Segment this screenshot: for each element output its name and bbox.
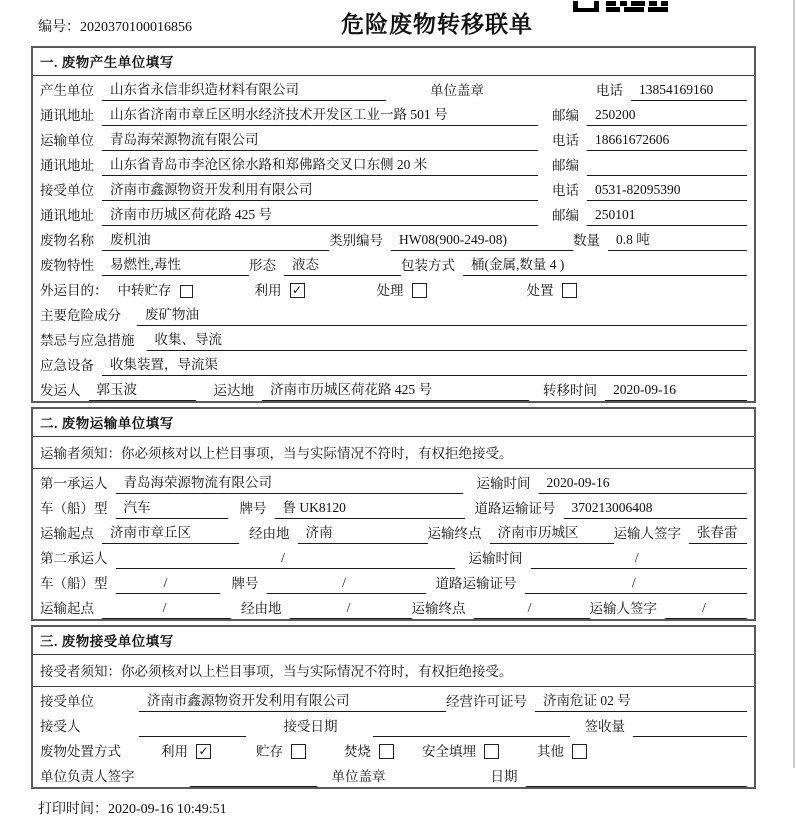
unit-seal-label: 单位盖章: [430, 83, 484, 98]
taboo-value: 收集、导流: [147, 328, 748, 351]
via1-label: 经由地: [249, 526, 290, 541]
end1-label: 运输终点: [427, 526, 482, 541]
section-producer-heading: 一. 废物产生单位填写: [33, 48, 754, 76]
row-hazard-component: [33, 301, 754, 326]
producer-zip-value: 250200: [587, 107, 747, 126]
origin2-label: 运输起点: [40, 601, 94, 616]
row-accepter: [33, 712, 754, 737]
receiver-phone-value: 0531-82095390: [587, 182, 747, 201]
accept-date-label: 接受日期: [283, 719, 338, 734]
row-taboo-measures: [33, 326, 754, 351]
row-transporter-address: [33, 151, 754, 176]
plate2-label: 牌号: [231, 576, 259, 591]
row-shipper: [33, 376, 754, 401]
row-waste-trait: [33, 251, 754, 276]
producer-phone-value: 13854169160: [631, 82, 747, 101]
transporter-zip-label: 邮编: [552, 158, 579, 173]
package-label: 包装方式: [401, 258, 455, 273]
end2-label: 运输终点: [411, 601, 466, 616]
row-carrier2: [33, 544, 754, 569]
plate1-label: 牌号: [239, 501, 267, 516]
print-time-value: 2020-09-16 10:49:51: [108, 802, 227, 817]
license2-value: /: [525, 575, 748, 594]
section-transporter: [31, 407, 756, 621]
vehicle2-label: 车（船）型: [40, 576, 108, 591]
quantity-value: 0.8 吨: [608, 228, 747, 251]
disposal-burn-checkbox: [379, 744, 394, 759]
equip-label: 应急设备: [40, 358, 94, 373]
producer-addr-value: 山东省济南市章丘区明水经济技术开发区工业一路 501 号: [102, 103, 538, 126]
purpose-option-treat-label: 处理: [376, 283, 404, 298]
vehicle2-value: /: [116, 575, 220, 594]
carrier1-value: 青岛海荣源物流有限公司: [116, 471, 463, 494]
sign-qty-value: [633, 718, 747, 737]
transporter-addr-label: 通讯地址: [40, 158, 94, 173]
vehicle1-label: 车（船）型: [40, 501, 108, 516]
section-transporter-heading: 二. 废物运输单位填写: [33, 409, 754, 437]
plate1-value: 鲁 UK8120: [275, 496, 465, 519]
section-producer: [31, 46, 756, 403]
via2-value: /: [290, 600, 412, 619]
row-vehicle2: [33, 569, 754, 594]
via1-value: 济南: [298, 521, 428, 544]
time1-value: 2020-09-16: [539, 475, 748, 494]
quantity-label: 数量: [573, 233, 600, 248]
waste-name-label: 废物名称: [40, 233, 94, 248]
receiver-zip-label: 邮编: [552, 208, 579, 223]
origin2-value: /: [102, 600, 231, 619]
qr-code-fragment: [573, 0, 669, 18]
shipper-value: 郭玉波: [89, 378, 196, 401]
carrier1-label: 第一承运人: [40, 476, 108, 491]
date-label: 日期: [490, 769, 518, 784]
operate-license-label: 经营许可证号: [446, 694, 527, 709]
producer-label: 产生单位: [40, 83, 94, 98]
operate-license-value: 济南危证 02 号: [535, 689, 747, 712]
form-value: 液态: [284, 253, 401, 276]
disposal-other-checkbox: [572, 744, 587, 759]
purpose-use-checkbox: ✓: [290, 283, 305, 298]
accept-unit-value: 济南市鑫源物资开发利用有限公司: [139, 689, 446, 712]
sign-qty-label: 签收量: [584, 719, 625, 734]
row-emergency-equipment: [33, 351, 754, 376]
row-route2: [33, 594, 754, 619]
receiver-addr-label: 通讯地址: [40, 208, 94, 223]
purpose-dispose-checkbox: [562, 283, 577, 298]
doc-number: [38, 16, 192, 36]
producer-addr-label: 通讯地址: [40, 108, 94, 123]
sign1-label: 运输人签字: [613, 526, 681, 541]
row-disposal-method: [33, 737, 754, 762]
package-value: 桶(金属,数量 4 ): [463, 253, 747, 276]
accept-date-value: [373, 718, 570, 737]
time1-label: 运输时间: [476, 476, 531, 491]
dest-label: 运达地: [213, 383, 254, 398]
row-receiver: [33, 176, 754, 201]
row-accept-unit: [33, 687, 754, 712]
purpose-option-dispose-label: 处置: [526, 283, 554, 298]
carrier2-label: 第二承运人: [40, 551, 108, 566]
sign2-value: /: [665, 600, 747, 619]
purpose-option-use-label: 利用: [254, 283, 282, 298]
row-vehicle1: [33, 494, 754, 519]
dest-value: 济南市历城区荷花路 425 号: [262, 378, 529, 401]
print-time-label: 打印时间：: [38, 802, 108, 817]
receiver-label: 接受单位: [40, 183, 94, 198]
shipper-label: 发运人: [40, 383, 81, 398]
license1-label: 道路运输证号: [474, 501, 556, 516]
section-receiver: [31, 625, 756, 789]
equip-value: 收集装置，导流渠: [102, 353, 747, 376]
row-receiver-address: [33, 201, 754, 226]
receiver-addr-value: 济南市历城区荷花路 425 号: [102, 203, 538, 226]
category-value: HW08(900-249-08): [391, 232, 573, 251]
row-transporter: [33, 126, 754, 151]
transporter-phone-value: 18661672606: [587, 132, 747, 151]
hazard-label: 主要危险成分: [40, 308, 121, 323]
hazard-value: 废矿物油: [137, 303, 747, 326]
transporter-zip-value: [587, 157, 747, 176]
trait-value: 易燃性,毒性: [102, 253, 249, 276]
trait-label: 废物特性: [40, 258, 94, 273]
transporter-phone-label: 电话: [552, 133, 579, 148]
accepter-value: [139, 718, 246, 737]
disposal-use-checkbox: ✓: [196, 744, 211, 759]
row-producer-address: [33, 101, 754, 126]
receiver-notice: 接受者须知：你必须核对以上栏目事项，当与实际情况不符时，有权拒绝接受。: [33, 655, 754, 687]
accept-unit-label: 接受单位: [40, 694, 94, 709]
producer-zip-label: 邮编: [552, 108, 579, 123]
transporter-value: 青岛海荣源物流有限公司: [102, 128, 538, 151]
sign2-label: 运输人签字: [589, 601, 657, 616]
via2-label: 经由地: [241, 601, 282, 616]
time2-value: /: [531, 550, 748, 569]
transporter-addr-value: 山东省青岛市李沧区徐水路和郑佛路交叉口东侧 20 米: [102, 153, 538, 176]
document-header: [31, 6, 756, 46]
category-label: 类别编号: [329, 233, 383, 248]
purpose-label: 外运目的：: [40, 283, 108, 298]
disposal-landfill-label: 安全填埋: [422, 744, 476, 759]
transfer-time-label: 转移时间: [543, 383, 597, 398]
vehicle1-value: 汽车: [116, 496, 228, 519]
receiver-value: 济南市鑫源物资开发利用有限公司: [102, 178, 538, 201]
transfer-time-value: 2020-09-16: [605, 382, 747, 401]
origin1-label: 运输起点: [40, 526, 94, 541]
receiver-phone-label: 电话: [552, 183, 579, 198]
disposal-burn-label: 焚烧: [344, 744, 371, 759]
producer-phone-label: 电话: [596, 83, 623, 98]
doc-number-label: 编号：: [38, 20, 80, 35]
row-leader-sign: [33, 762, 754, 787]
license2-label: 道路运输证号: [435, 576, 517, 591]
row-carrier1: [33, 469, 754, 494]
transporter-notice: 运输者须知：你必须核对以上栏目事项，当与实际情况不符时，有权拒绝接受。: [33, 437, 754, 469]
carrier2-value: /: [116, 550, 455, 569]
disposal-landfill-checkbox: [484, 744, 499, 759]
purpose-option-storage-label: 中转贮存: [117, 283, 172, 298]
disposal-use-label: 利用: [161, 744, 188, 759]
plate2-value: /: [267, 575, 426, 594]
page-title: 危险废物转移联单: [341, 12, 533, 37]
disposal-other-label: 其他: [537, 744, 564, 759]
accepter-label: 接受人: [40, 719, 81, 734]
manifest-document: [31, 0, 756, 818]
form-label: 形态: [249, 258, 276, 273]
sign1-value: 张春雷: [689, 521, 747, 544]
waste-name-value: 废机油: [102, 228, 329, 251]
origin1-value: 济南市章丘区: [102, 521, 239, 544]
window-right-edge: [793, 0, 795, 768]
time2-label: 运输时间: [468, 551, 523, 566]
receiver-zip-value: 250101: [587, 207, 747, 226]
row-waste-name: [33, 226, 754, 251]
license1-value: 370213006408: [564, 500, 748, 519]
end1-value: 济南市历城区: [490, 521, 614, 544]
taboo-label: 禁忌与应急措施: [40, 333, 135, 348]
end2-value: /: [474, 600, 590, 619]
leader-sign-label: 单位负责人签字: [40, 769, 135, 784]
print-time-row: [31, 793, 756, 818]
section-receiver-heading: 三. 废物接受单位填写: [33, 627, 754, 655]
disposal-store-checkbox: [291, 744, 306, 759]
purpose-storage-checkbox: [180, 285, 193, 298]
disposal-label: 废物处置方式: [40, 744, 121, 759]
doc-number-value: 2020370100016856: [80, 20, 192, 35]
purpose-treat-checkbox: [412, 283, 427, 298]
unit-seal-label-2: 单位盖章: [331, 769, 386, 784]
row-transfer-purpose: [33, 276, 754, 301]
leader-sign-value: [190, 768, 317, 787]
date-value: [526, 768, 748, 787]
producer-value: 山东省永信非织造材料有限公司: [102, 78, 386, 101]
disposal-store-label: 贮存: [256, 744, 283, 759]
transporter-label: 运输单位: [40, 133, 94, 148]
row-route1: [33, 519, 754, 544]
row-producer: [33, 76, 754, 101]
